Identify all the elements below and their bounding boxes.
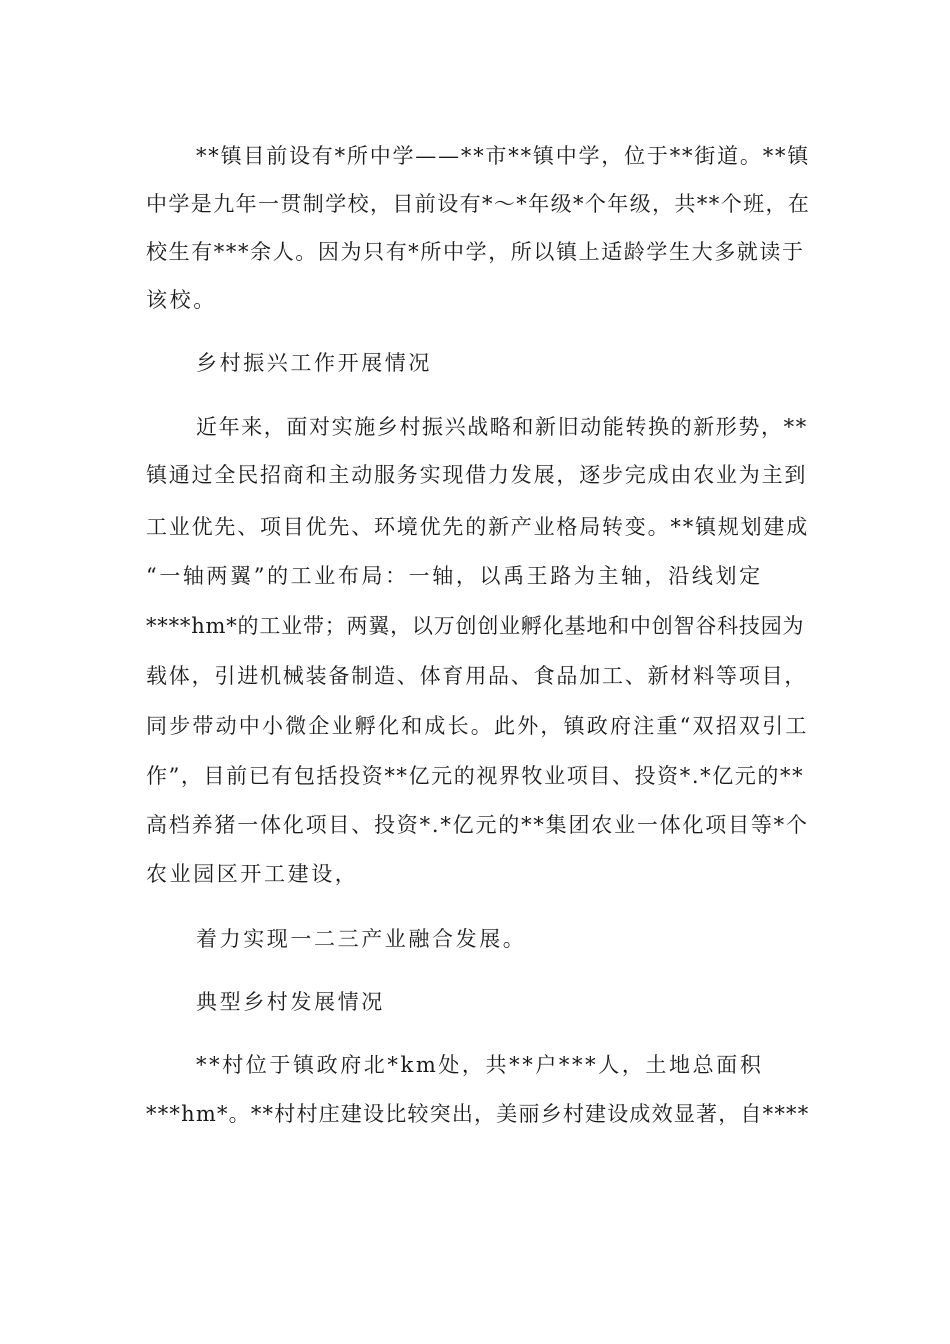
text-line: 该校。 — [146, 288, 217, 312]
text-line: ***hm*。**村村庄建设比较突出，美丽乡村建设成效显著，自**** — [146, 1102, 810, 1126]
text-line: 镇通过全民招商和主动服务实现借力发展，逐步完成由农业为主到 — [146, 463, 808, 487]
text-line: 作”，目前已有包括投资**亿元的视界牧业项目、投资*.*亿元的** — [146, 764, 805, 788]
text-line: 中学是九年一贯制学校，目前设有*～*年级*个年级，共**个班，在 — [146, 192, 811, 216]
section-heading: 乡村振兴工作开展情况 — [196, 351, 432, 375]
text-line: 高档养猪一体化项目、投资*.*亿元的**集团农业一体化项目等*个 — [146, 813, 809, 837]
text-line: 农业园区开工建设， — [146, 862, 359, 886]
text-line: “一轴两翼”的工业布局：一轴，以禹王路为主轴，沿线划定 — [146, 564, 763, 588]
text-line: 工业优先、项目优先、环境优先的新产业格局转变。**镇规划建成 — [146, 515, 809, 539]
text-line: 同步带动中小微企业孵化和成长。此外，镇政府注重“双招双引工 — [146, 714, 809, 738]
text-line: **村位于镇政府北*km处，共**户***人，土地总面积 — [196, 1053, 764, 1077]
text-line: 载体，引进机械装备制造、体育用品、食品加工、新材料等项目， — [146, 664, 808, 688]
section-heading: 典型乡村发展情况 — [196, 990, 385, 1014]
text-line: ****hm*的工业带；两翼，以万创创业孵化基地和中创智谷科技园为 — [146, 614, 805, 638]
paragraph-integration: 着力实现一二三产业融合发展。 — [196, 927, 527, 951]
text-line: 近年来，面对实施乡村振兴战略和新旧动能转换的新形势，** — [196, 415, 808, 439]
text-line: **镇目前设有*所中学——**市**镇中学，位于**街道。**镇 — [196, 144, 811, 168]
text-line: 校生有***余人。因为只有*所中学，所以镇上适龄学生大多就读于 — [146, 240, 805, 264]
